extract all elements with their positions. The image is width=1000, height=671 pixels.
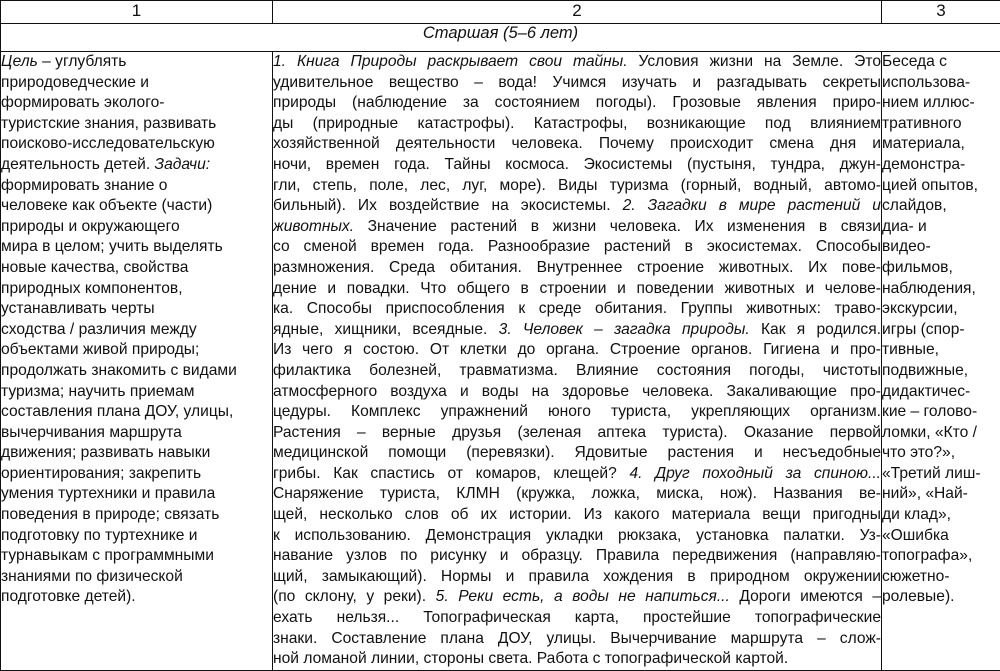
goals-line: поисково-исследовательскую xyxy=(1,134,272,155)
methods-line: экскурсии, xyxy=(882,299,1000,320)
content-line: ядные, хищники, всеядные. 3. Человек – загадка природы. Как я родился. xyxy=(273,320,881,341)
content-line: бильный). Их воздействие на экосистемы. 2. Загадки в мире растений и xyxy=(273,196,881,217)
goals-line: сходства / различия между xyxy=(1,320,272,341)
content-line: атмосферного воздуха и воды на здоровье человека. Закаливающие про- xyxy=(273,382,881,403)
content-line: филактика болезней, травматизма. Влияние состояния погоды, чистоты xyxy=(273,361,881,382)
content-line: навание узлов по рисунку и образцу. Правила передвижения (направляю- xyxy=(273,546,881,567)
goals-line: туристские знания, развивать xyxy=(1,114,272,135)
goals-line: природоведческие и xyxy=(1,73,272,94)
topic-3-title: 3. Человек – загадка природы. xyxy=(499,321,750,338)
goals-line: формировать знание о xyxy=(1,176,272,197)
content-line: грибы. Как спастись от комаров, клещей? 4. Друг походный за спиною... xyxy=(273,464,881,485)
goals-line: формировать эколого- xyxy=(1,93,272,114)
goals-line: знаниями по физической xyxy=(1,567,272,588)
content-line: ды (природные катастрофы). Катастрофы, возникающие под влиянием xyxy=(273,114,881,135)
methods-line: наблюдения, xyxy=(882,279,1000,300)
methods-line: игры (спор- xyxy=(882,320,1000,341)
goals-line: новые качества, свойства xyxy=(1,258,272,279)
methods-line: дидактичес- xyxy=(882,382,1000,403)
content-line: размножения. Среда обитания. Внутреннее строение животных. Их пове- xyxy=(273,258,881,279)
methods-line: ломки, «Кто / xyxy=(882,423,1000,444)
goals-line: турнавыкам с программными xyxy=(1,546,272,567)
goals-line: устанавливать черты xyxy=(1,299,272,320)
content-line: удивительное вещество – вода! Учимся изучать и разгадывать секреты xyxy=(273,73,881,94)
methods-line: «Ошибка xyxy=(882,526,1000,547)
content-line: ка. Способы приспособления к среде обитания. Группы животных: траво- xyxy=(273,299,881,320)
content-line: щей, несколько слов об их истории. Из какого материала вещи пригодны xyxy=(273,505,881,526)
goals-line: движения; развивать навыки xyxy=(1,443,272,464)
methods-line: демонстра- xyxy=(882,155,1000,176)
goals-line: ориентирования; закрепить xyxy=(1,464,272,485)
goals-line: туризма; научить приемам xyxy=(1,382,272,403)
methods-line: кие – голово- xyxy=(882,402,1000,423)
methods-line: ди клад», xyxy=(882,505,1000,526)
content-line: медицинской помощи (перевязки). Ядовитые растения и несъедобные xyxy=(273,443,881,464)
content-line: ночи, времен года. Тайны космоса. Экосистемы (пустыня, тундра, джун- xyxy=(273,155,881,176)
goals-line: природных компонентов, xyxy=(1,279,272,300)
column-number-3: 3 xyxy=(882,1,1000,24)
topic-1-title: 1. Книга Природы раскрывает свои тайны. xyxy=(273,53,628,70)
goals-line: мира в целом; учить выделять xyxy=(1,237,272,258)
column-number-1: 1 xyxy=(1,1,273,24)
section-row xyxy=(1,24,1000,52)
content-cell xyxy=(273,52,882,671)
goals-line: человеке как объекте (части) xyxy=(1,196,272,217)
topic-2-title-cont: животных. xyxy=(273,218,354,235)
topic-5-title: 5. Реки есть, а воды не напиться... xyxy=(436,588,730,605)
section-title: Старшая (5–6 лет) xyxy=(1,24,1000,52)
content-line: знаки. Составление плана ДОУ, улицы. Вычерчивание маршрута – слож- xyxy=(273,629,881,650)
content-line: животных. Значение растений в жизни человека. Их изменения в связи xyxy=(273,217,881,238)
methods-line: ний», «Най- xyxy=(882,484,1000,505)
topic-4-title: 4. Друг походный за спиною... xyxy=(629,465,881,482)
content-row xyxy=(1,52,1000,671)
content-line: природы (наблюдение за состоянием погоды). Грозовые явления приро- xyxy=(273,93,881,114)
methods-line: слайдов, xyxy=(882,196,1000,217)
methods-line: видео- xyxy=(882,237,1000,258)
goals-line: вычерчивания маршрута xyxy=(1,423,272,444)
content-line: дение и повадки. Что общего в строении и поведении животных и челове- xyxy=(273,279,881,300)
methods-line: что это?», xyxy=(882,443,1000,464)
methods-line: нием иллюс- xyxy=(882,93,1000,114)
content-line: Растения – верные друзья (зеленая аптека туриста). Оказание первой xyxy=(273,423,881,444)
methods-line: материала, xyxy=(882,134,1000,155)
methods-line: Беседа с xyxy=(882,52,1000,73)
methods-line: тративного xyxy=(882,114,1000,135)
content-line: Из чего я состою. От клетки до органа. Строение органов. Гигиена и про- xyxy=(273,340,881,361)
methods-line: топографа», xyxy=(882,546,1000,567)
methods-line: «Третий лиш- xyxy=(882,464,1000,485)
goals-line: деятельность детей. Задачи: xyxy=(1,155,272,176)
content-line: щий, замыкающий). Нормы и правила хождения в природном окружении xyxy=(273,567,881,588)
goal-label: Цель xyxy=(1,53,38,70)
goals-line: поведения в природе; связать xyxy=(1,505,272,526)
content-line: гли, степь, поле, лес, луг, море). Виды туризма (горный, водный, автомо- xyxy=(273,176,881,197)
content-line: со сменой времен года. Разнообразие растений в экосистемах. Способы xyxy=(273,237,881,258)
goals-line: подготовке детей). xyxy=(1,587,272,608)
content-line: к использованию. Демонстрация укладки рюкзака, установка палатки. Уз- xyxy=(273,526,881,547)
content-line: 1. Книга Природы раскрывает свои тайны. Условия жизни на Земле. Это xyxy=(273,52,881,73)
goals-line: подготовку по туртехнике и xyxy=(1,526,272,547)
tasks-label: Задачи: xyxy=(155,156,211,173)
goals-line: объектами живой природы; xyxy=(1,340,272,361)
goals-line: Цель – углублять xyxy=(1,52,272,73)
content-line: ехать нельзя... Топографическая карта, простейшие топографические xyxy=(273,608,881,629)
methods-line: подвижные, xyxy=(882,361,1000,382)
content-line: Снаряжение туриста, КЛМН (кружка, ложка, миска, нож). Названия ве- xyxy=(273,484,881,505)
methods-line: цией опытов, xyxy=(882,176,1000,197)
content-line: хозяйственной деятельности человека. Почему происходит смена дня и xyxy=(273,134,881,155)
methods-line: ролевые). xyxy=(882,587,1000,608)
methods-cell xyxy=(882,52,1000,671)
methods-line: фильмов, xyxy=(882,258,1000,279)
methods-line: диа- и xyxy=(882,217,1000,238)
content-line: ной ломаной линии, стороны света. Работа с топографической картой. xyxy=(273,649,881,670)
goals-line: умения туртехники и правила xyxy=(1,484,272,505)
goals-cell xyxy=(1,52,273,671)
methods-line: использова- xyxy=(882,73,1000,94)
topic-2-title: 2. Загадки в мире растений и xyxy=(623,197,881,214)
column-number-row xyxy=(1,1,1000,24)
goals-line: продолжать знакомить с видами xyxy=(1,361,272,382)
content-line: (по склону, у реки). 5. Реки есть, а воды не напиться... Дороги имеются – xyxy=(273,587,881,608)
column-number-2: 2 xyxy=(273,1,882,24)
goals-line: составления плана ДОУ, улицы, xyxy=(1,402,272,423)
content-line: цедуры. Комплекс упражнений юного туриста, укрепляющих организм. xyxy=(273,402,881,423)
goals-line: природы и окружающего xyxy=(1,217,272,238)
methods-line: тивные, xyxy=(882,340,1000,361)
methods-line: сюжетно- xyxy=(882,567,1000,588)
